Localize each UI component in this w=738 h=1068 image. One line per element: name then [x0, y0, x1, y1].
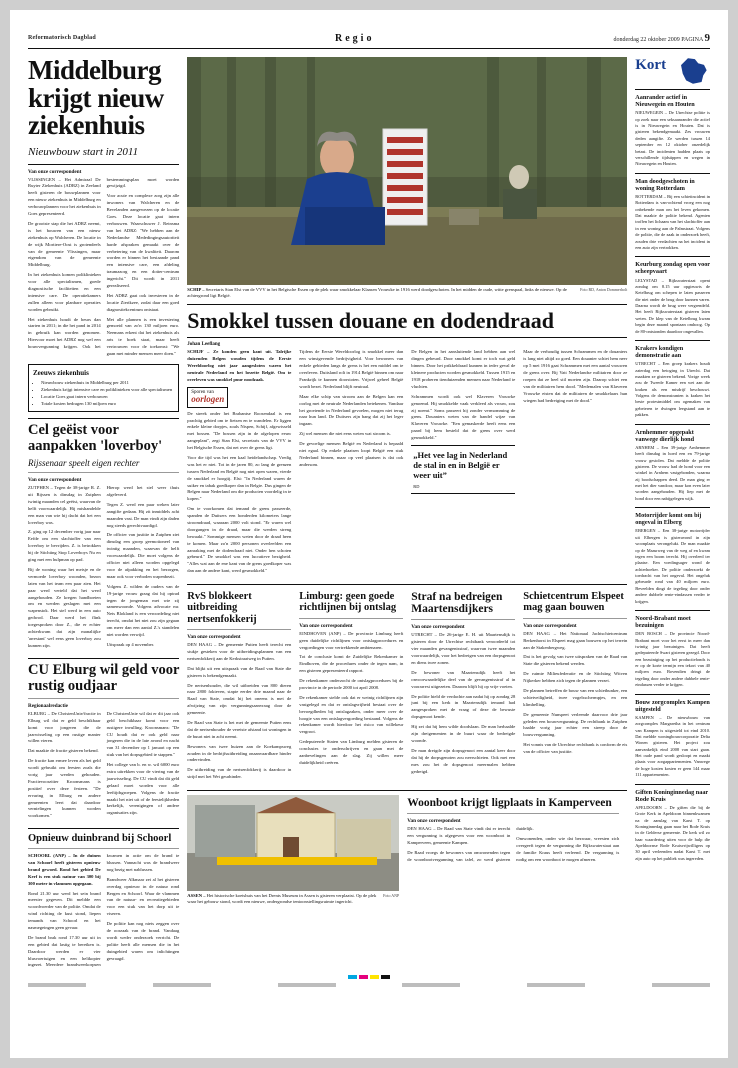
divider — [28, 698, 179, 699]
masthead-publication: Reformatorisch Dagblad — [28, 35, 96, 41]
woonboot-headline: Woonboot krijgt ligplaats in Kamperveen — [407, 797, 612, 810]
lead-byline: Van onze correspondent — [28, 168, 82, 175]
assen-photo-caption: Foto ANP ASSEN – Het historische koetshuis van het Drents Museum in Assen is gisteren verplaatst. Op de plek waar het gebouw stond, wordt een nieuwe, ondergrondse tentoonstellingsruimte ingericht. — [187, 893, 400, 905]
straf-headline: Straf na bedreigen Maartensdijkers — [411, 591, 503, 616]
assen-photo — [187, 795, 399, 891]
feature-photo-illustration — [187, 57, 627, 285]
limburg-article: Limburg: geen goede richtlijnen bij ontslag Van onze correspondent EINDHOVEN (ANP) – De provincie Limburg heeft geen duidelijke richtlijnen voor ontslagprocedures en vergoedingen voor vertrekkende ambtenaren. Tot de conclusie komt de Zuidelijke Rekenkamer in Eindhoven, die de procedures onder de tegen nam, in een gisteren gepresenteerd rapport. De rekenkamer onderzocht de ontslagprocedures bij de provincie in de periode 2000 tot april 2008. De rekenkamer stelde ook dat er weinig richtlijnen zijn vastgelegd en dat er ontslagvrijheid bestaat over de bevoegdheden bij ontslagzaken, onder meer over de hoogte van een ontslagvergoeding bestaand. Volgens de rekenkamer wordt hierdoor het risico van willekeur vergroot. Gedeputeerde Staten van Limburg melden gisteren de conclusies te onderschrijven en gaan met de aanbevelingen aan de slag. Zij willen meer duidelijkheid creëren. — [299, 591, 404, 765]
registration-color-bars — [28, 975, 710, 979]
masthead — [28, 32, 710, 49]
lead-headline: Middelburg krijgt nieuw ziekenhuis — [28, 55, 164, 141]
cel-headline: Cel geëist voor aanpakken 'loverboy' — [28, 422, 163, 454]
kort-item: Arnhemmer opgepakt vanwege dierlijk hond ARNHEM – Een 39-jarige Arnhemmer heeft dinsdag in hoed een en 79-jarige vrouw gestolen. Dat meldde de politie gisteren. De vrouw had de hond voor een winkel in Arnhem vastgebonden, waarna zij boodschappen deed. De man ging er met het dier vandoor, maar kon even later worden aangehouden. Hij liep met de hond door een nabijgelegen wijk. — [635, 428, 710, 501]
zeeuws-ziekenhuis-box — [28, 364, 179, 413]
divider — [28, 472, 179, 473]
kort-item: Man doodgeschoten in woning Rotterdam ROTTERDAM – Bij een schietincident in Rotterdam is van-ochtend vroeg een nog onbekende man om het leven gekomen. Dat maakte de politie bekend. Agenten troffen het lichaam van het slachtoffer aan in een woning aan de Palmstraat. Volgens de politie, die de zaak in onderzoek heeft, zouden drie verdachten na het incident in een auto zijn vertrokken. — [635, 177, 710, 250]
list-item: • Totale kosten bedragen 130 miljoen euro — [41, 401, 174, 408]
list-item: • Nieuwbouw ziekenhuis in Middelburg per 2011 — [41, 380, 174, 387]
cu-elburg-headline: CU Elburg wil geld voor rustig oudjaar — [28, 662, 180, 694]
limburg-headline: Limburg: geen goede richtlijnen bij ontslag — [299, 591, 397, 614]
pullquote: „Het vee lag in Nederland de stal in en in België er weer uit” RD — [411, 445, 515, 494]
straf-article: Straf na bedreigen Maartensdijkers Van onze correspondent UTRECHT – De 26-jarige E. H. uit Maartensdijk is gisteren door de Utrechtse rechtbank veroordeeld tot vier maanden gevangenisstraf, waarvan twee maanden voorwaardelijk, voor het bedreigen van een dorpsgenoot en diens twee zonen. De bewoner van Maartensdijk heeft het onvoorwaardelijke deel van de gevangenisstraf al in voorarrest uitgezeten. Daarom blijft hij op vrije voeten. De politie hield de verdachte aan nadat hij op zondag 28 juni bij een kerk in Maartensdijk iemand had aangesproken met de vraag of deze de bewuste dopsgenoot kende. Hij zei dat hij hem wilde doodslaan. De man herhaalde zijn dreigementen in de buurt waar de bedreigde woonde. De man dreigde zijn dorpsgenoot een aantal keer door dat hij de dorpsgenoten zou neerschieten. Ook met een mes zou het de dopsgenoot meermalen hebben gedreigd. — [411, 591, 516, 774]
kort-item: Keurburg zondag open voor scheepvaart LELYSTAD – Rijkswaterstaat opent zondag om 8.15 uur opgieuwts de Ketelbrug om schepen te laten passeren die niet onder de brug door kunnen varen. Daarna wordt de brug weer vergrendeld. Het heeft Rijkswaterstaat gisteren laten weten. De klep van de Ketelbrug kwam begin deze maand spontaan omhoog. Op de 80-ontstonden daardoor ongevallen. — [635, 261, 710, 334]
list-item: • Locatie Goes gaat intern verbouwen — [41, 394, 174, 401]
left-column — [28, 57, 179, 969]
masthead-date: donderdag 22 oktober 2009 PAGINA 9 — [613, 32, 710, 44]
woonboot-article: Woonboot krijgt ligplaats in Kamperveen Van onze correspondent DEN HAAG – De Raad van State vindt dat er terecht een vergunning is afgegeven voor een woonboot in Kamperveen, gemeente Kampen. De Raad vroegs de bewoners van omwonenden tegen de woonbootvergunning van tafel, zo werd gisteren duidelijk. Omwonenden, onder wie dat bezwaar, vreesten zich overgeeft tegen de vergunning die Rijkswaterstaat aan de familie Kraus heeft verleend. De vergunning is nodig om een woonboot te mogen afmeren. — [407, 797, 620, 862]
list-item: • Ziekenhuis krijgt intensive care en poliklinieken voor alle specialismen — [41, 387, 174, 394]
middle-column: Foto RD, Anton Dommerholt SCHIP – Secretaris Stan Elst van de VVV in het Belgische Essen op de plek waar smokkelaar Klaasen Vrouwke in 1916 werd doodgeschoten. In het midden de oude, witte grenspaal, links de nieuwe. Op de achtergrond ligt België. Smokkel tussen douane en dodendraad Johan Leeflang SCHIJF – Ze konden geen kant uit. Talrijke duizenden Belgen wouden tijdens de Eerste Wereldoorlog niet jaar aangesloten waren het neutrale Nederland en het bezette België. Om te overleven was smokkel puur noodzaak. Sporen van oorlogen De streek onder het Brabantse Roosendaal is een prachtig gebied om te fietsen en te wandelen. Er liggen enkele kleine dorpjes, zoals Nispen, Schijf, afgewisseld met bossen. "De bossen zijn in de afgelopen eeuw aangeplant", zegt Stan Elst, secretaris van de VVV in het Belgische Essen, dat net over de grens ligt. Voor die tijd was het een kaal heidelandschap. Vredig was het er niet. Tot in de jaren 80, zo lang de grenzen tussen Nederland en België nog niet open waren, vierde de smokkel er hoogtij. Elst: "In Nederland waren de suiker en tabak goedkoper dan in Belgie. Dus gingen de Belgen naar Nederland om die producten voordelig in te kopen." Om te voorkomen dat iemand de grens passeerde, spanden de Duitsers een honderden kilometers lange stroomdraad, waaraan 2000 volt stond. "Er waren wel doorgangen in de draad, maar die werden streng bewaakt." Sommige mensen weten door de draad heen te komen. Maar zo'n 2000 personen overleefden een aanraking met de dodendraad niet. Onder hen schoten gebeurd." De smokkel was een lucratieve bezigheid. "Alles wat aan de ene kant van de grens goedkoper was dan aan de andere kant, werd gesmokkeld." Tijdens de Eerste Wereldoorlog is smokkel meer dan een winstgevende bedrijvigheid. Voor bewoners van enkele gebieden langs de grens is het een middel om te overleven. Duitsland rolt in 1914 België binnen om naar Frankrijk te kunnen doorstoten. Vrijwel geheel België wordt bezet. Nederland blijft neutraal. Maar elke schip van stroom aan de Belgen kan een oorlog met de neutrale Nederlanden betekenen. Vandaar het groeiende in Nederland gevoelen, mogen niet terug naar hun land. De Duitsers zijn bang dat zij het leger ingaan. Zij wel mensen die niet eens weten wat stroom is. De gevoelige mensen België en Nederland is bepaald niet egaal. Op enkele plaatsen loopt België een stuk Nederland binnen, maar op veel plaatsen is dat ook andersom. De Belgen in het aansluitende land hebben aan wel dingen gebeurd. Door smokkel komt er toch wat geld binnen. Door het prikkeldraad kunnen in ieder geval de kleinere producten worden gesmokkeld. Tussen 1915 en 1918 proberen tienduizenden mensen naar Nederland te vluchten. Schrammen wordt ook wel Klaveren Vrouwke genoemd. Hij smokkelde vaak verkleed als vrouw, zou zij noemt." Soms passeert hij zonder vermomming de grens. Douaniers weten van de handel wijze van Klaveren Vrouwke. "Een gemaskerde heeft eens een paard bij hem besteld dat de grens over werd gesmokkeld." „Het vee lag in Nederland de stal in en in België er weer uit” RD Maar de verhoudig tussen Schrammen en de douaniers is lang niet altijd zo goed. Een douanier schiet hem neer op 5 mei 1916 gaat Schrammen met een aantal vrouwen de grens over. Bij Vatt Nederlandse militairen door ze roepen dat ze heel stil moeten zijn. Daarop schiet een van de militairen hem dood. "Medemalen van Klaveren Vrouwke eisten dat de militairen de smokkelaars hun wiegen had bedreiging met de dood." RvS blokkeert uitbreiding nertsenfokkerij Van onze correspondent DEN HAAG – De gemeente Putten heeft terecht een stukje gesteken voor de uitbreidingsplannen van een nertsenfokkerij aan de Kerkstraatweg in Putten. Dat blijkt uit een uitspraak van de Raad van State die gisteren is bekendgemaakt. De nertsenhouder, die wil uitbreiden van 800 dieren naar 2800 fokteven, stapte eerder drie maand naar de Raad van State, omdat hij het oneens is met de afwijzing van zijn vergunningsaanvraag door de gemeente. De Raad van State is het met de gemeente Putten eens dat de nertsenhouder de vereiste afstand tot woningen in de buurt niet in acht neemt. Bewoners van twee huizen aan de Koekampsweg zouden in de bedrijfsuitbreiding onaanvaardbare hinder ondervinden. De uitbreiding van de nertsenfokkerij is daardoor in strijd met het Wet geurhinder. Limburg: geen goede richtlijnen bij ontslag Van onze correspondent EINDHOVEN (ANP) – De provincie Limburg heeft geen duidelijke richtlijnen voor ontslagprocedures en vergoedingen voor vertrekkende ambtenaren. Tot de conclusie komt de Zuidelijke Rekenkamer in Eindhoven, die de procedures onder de tegen nam, in een gisteren gepresenteerd rapport. De rekenkamer onderzocht de ontslagprocedures bij de provincie in de periode 2000 tot april 2008. De rekenkamer stelde ook dat er weinig richtlijnen zijn vastgelegd en dat er ontslagvrijheid bestaat over de bevoegdheden bij ontslagzaken, onder meer over de hoogte van een ontslagvergoeding bestaand. Volgens de rekenkamer wordt hierdoor het risico van willekeur vergroot. Gedeputeerde Staten van Limburg melden gisteren de conclusies te onderschrijven en gaan met de aanbevelingen aan de slag. Zij willen meer duidelijkheid creëren. Straf na bedreigen Maartensdijkers Van onze correspondent UTRECHT – De 26-jarige E. H. uit Maartensdijk is gisteren door de Utrechtse rechtbank veroordeeld tot vier maanden gevangenisstraf, waarvan twee maanden voorwaardelijk, voor het bedreigen van een dorpsgenoot en diens twee zonen. De bewoner van Maartensdijk heeft het onvoorwaardelijke deel van de gevangenisstraf al in voorarrest uitgezeten. Daarom blijft hij op vrije voeten. De politie hield de verdachte aan nadat hij op zondag 28 juni bij een kerk in Maartensdijk iemand had aangesproken met de vraag of deze de bewuste dopsgenoot kende. Hij zei dat hij hem wilde doodslaan. De man herhaalde zijn dreigementen in de buurt waar de bedreigde woonde. De man dreigde zijn dorpsgenoot een aantal keer door dat hij de dorpsgenoten zou neerschieten. Ook met een mes zou het de dopsgenoot meermalen hebben gedreigd. Schietcentrum Elspeet mag gaan bouwen Van onze correspondent DEN HAAG – Het Nationaal Jachtschietcentrum Berkenhorst in Elspeet mag gaan bouwen op het terrein aan de Stakenbergweg. Dat is het gevolg van twee uitspraken van de Raad van State die gisteren bekend werden. De ruimte Milieufederatie en de Stichting Witven Nijkerker hebben zich tegen de plannen verzet. De plannen betreffen de bouw van een schietbunker, een schietveiligheid, twee vogelsschermpjes, en een klimhelling. De gemeente Nunspeet verleende daarvoor drie jaar geleden een bouwvergunning. De rechtbank in Zutphen haalde vorig jaar echter een streep door de bouwvergunning. Het vonnis van de Utrechtse rechtbank is conform de eis van de officier van justitie. Foto ANP ASSEN – Het historische koetshuis van het Drents Museum in Assen is gisteren verplaatst. Op de plek waar het gebouw stond, wordt een nieuwe, ondergrondse tentoonstellingsruimte ingericht. Woonboot krijgt ligplaats in Kamperveen Van onze correspondent DEN HAAG – De Raad van State vindt dat er terecht een vergunning is afgegeven voor een woonboot in Kamperveen, gemeente Kampen. De Raad vroegs de bewoners van omwonenden tegen de woonbootvergunning van tafel, zo werd gisteren duidelijk. Omwonenden, onder wie dat bezwaar, vreesten zich overgeeft tegen de vergunning die Rijkswaterstaat aan de familie Kraus heeft verleend. De vergunning is nodig om een woonboot te mogen afmeren. — [187, 57, 627, 969]
duinbrand-body: SCHOORL (ANP) – In de duinen van Schoorl heeft gisteren opnieuw brand gewoed. Rond het gebied De Kerf is een stuk natuur van 300 bij 300 meter in vlammen opgegaan. Rond 21.30 uur werd het sein brand meester gegeven. Dit meldde een woordvoerder van de politie. Omdat de wind richting de kust stond, liepen iemands van Schoorl en het nasmegeingen geen gevaar. De brand brak rond 17.30 uur uit in een gebied dat lastig te bereiken is. Daardoor werden er vier blusvoertuigen en een helikopter ingezet. Meerdere brandweerkorpsen kwamen in actie om de brand te blussen. Vannacht was de brandweer nog bezig met nablussen. Brandweer Alkmaar zei al het gisteren overdag opnieuw in de natuur rond Bergen en Schoorl. Waar de vlammen van de natuur- en recreatiegebieden voor een stuk van het dorp uit te viseren. De politie kan nog niets zeggen over de oorzaak van de brand. Vandaag wordt weder onderzoek verricht. De politie heeft alle mensen die in het duingebied waren om inlichtingen gevraagd. — [28, 853, 180, 968]
divider — [187, 790, 627, 791]
cel-byline: Van onze correspondent — [28, 477, 82, 484]
divider — [28, 164, 179, 165]
netherlands-map-icon — [676, 57, 710, 85]
duinbrand-headline: Opnieuw duinbrand bij Schoorl — [28, 832, 172, 844]
schiet-headline: Schietcentrum Elspeet mag gaan bouwen — [523, 591, 624, 614]
divider — [28, 848, 179, 849]
assen-photo-block — [187, 795, 399, 905]
kort-item: Aanrander actief in Nieuwegein en Houten NIEUWEGEIN – De Utrechtse politie is op zoek naar een seksaanrander die actief is in Nieuwegein en Houten. Dat is gisteren bekendgemaakt. Zes vrouwen deden aangifte. Ze werden tussen 14 september en 12 oktober onzedelijk betast. De incidenten hadden plaats op verschillende tijdstippen en wegen in Nieuwegein en Houten. — [635, 94, 710, 167]
divider — [187, 304, 627, 305]
kort-item: Bouw zorgcomplex Kampen uitgesteld KAMPEN – De nieuwbouw van zorgcomplex Margaretha in het centrum van Kampen is uitgesteld tot eind 2010. Dat meldde woningbouwcorporatie Delta Wonen gisteren. Het project zou aanvankelijk eind 2008 van start gaan. Het oude pand wordt gesloopt en maakt plaats voor zorgappartementen. Vanwege de hoge kosten kosten er geen 144 maar 111 appartementen. — [635, 698, 710, 778]
kort-item: Motorrijder komt om bij ongeval in Elberg EBERGEN – Een 38-jarige motorrijder uit Elbergen is gisteravond in zijn woonplaats verongelukt. De man maakte op de Maasrweg van de weg af en kwam tegen een boom terecht. Hij overleed ter plaatse. Een voedingsager wond de achterhoeker. De politie onderzoekt de toedracht van het ongeval. Het ongeluk gebeurde rond van 40 miljoen euro. Beveelden dingt de tegeling door onder andere dubbele rente-eindassen verder te krijgen. — [635, 512, 710, 604]
schiet-article: Schietcentrum Elspeet mag gaan bouwen Van onze correspondent DEN HAAG – Het Nationaal Jachtschietcentrum Berkenhorst in Elspeet mag gaan bouwen op het terrein aan de Stakenbergweg. Dat is het gevolg van twee uitspraken van de Raad van State die gisteren bekend werden. De ruimte Milieufederatie en de Stichting Witven Nijkerker hebben zich tegen de plannen verzet. De plannen betreffen de bouw van een schietbunker, een schietveiligheid, twee vogelsschermpjes, en een klimhelling. De gemeente Nunspeet verleende daarvoor drie jaar geleden een bouwvergunning. De rechtbank in Zutphen haalde vorig jaar echter een streep door de bouwvergunning. Het vonnis van de Utrechtse rechtbank is conform de eis van de officier van justitie. — [523, 591, 628, 755]
divider — [187, 337, 627, 338]
box-list — [33, 380, 174, 408]
pullquote-source: RD — [413, 483, 420, 489]
rvs-article: RvS blokkeert uitbreiding nertsenfokkerij Van onze correspondent DEN HAAG – De gemeente Putten heeft terecht een stukje gesteken voor de uitbreidingsplannen van een nertsenfokkerij aan de Kerkstraatweg in Putten. Dat blijkt uit een uitspraak van de Raad van State die gisteren is bekendgemaakt. De nertsenhouder, die wil uitbreiden van 800 dieren naar 2800 fokteven, stapte eerder drie maand naar de Raad van State, omdat hij het oneens is met de afwijzing van zijn vergunningsaanvraag door de gemeente. De Raad van State is het met de gemeente Putten eens dat de nertsenhouder de vereiste afstand tot woningen in de buurt niet in acht neemt. Bewoners van twee huizen aan de Koekampsweg zouden in de bedrijfsuitbreiding onaanvaardbare hinder ondervinden. De uitbreiding van de nertsenfokkerij is daardoor in strijd met het Wet geurhinder. — [187, 591, 292, 780]
kort-header — [635, 57, 710, 85]
feature-author: Johan Leeflang — [187, 342, 221, 348]
cu-elburg-byline: Regionaalredactie — [28, 702, 68, 709]
divider — [28, 828, 179, 829]
masthead-section: Regio — [335, 32, 375, 44]
cel-body: ZUTPHEN – Tegen de 38-jarige R. Z. uit Rijssen is dinsdag in Zutphen twintig maanden cel geëist, waarvan de helft voorwaardelijk. Hij mishandelde een man van wie hij dacht dat het een loverboy was. Z. ging op 12 december vorig jaar naar Eefde om een slachtoffer van een loverboy te bevrijden. Z. is betrokken bij de Stichting Stop Loverboys Nu en ging met een hulpman op pad. Bij de woning waar het meisje en de vermoede loverboy woonden, bezon laten van het team een paar zien. Het paar werd verteld dat het werd aangehouden. Ze kregen handboeien om en werden geslagen met een wapenstok. Het stel werd in een auto gedwod. Daar werd het flink toegesproken door Z., die er echter achterkwam dat zijn manaliijke 'arrestant' wel eens geen loverboy zou kunnen zijn. Hierop werd het stel weer thuis afgeleverd. Tegen Z. werd een paar weken later aangifte gedaan. Hij zit inmiddels acht maanden vast. De man vindt zijn daden nog steeds gerechtvaardigd. De officier van justitie in Zutphen ziet dinsdag een groep geemotioneel van twintig maanden, waarvan de helft voorwaardelijk. Die moet volgens de officier niet alleen worden opgelegd voor de afpakking en het bezorgen, maar ook voor verboden wapenbezit. Volgens Z. wilden de ouders van de 19-jarige vrouw graag dat hij optrad tegen de jongeman met wie zij samenwoonde. Volgens advocate mr. Neis Blokland is een veroordeling niet terecht, omdat het niet zou zijn gegaan om meer dan een aantal Z.'s standelen niet worden verwijd. Uitspraak op 4 november. — [28, 485, 180, 648]
kort-rail — [635, 57, 710, 969]
cel-kicker: Rijssenaar speelt eigen rechter — [28, 458, 140, 469]
kort-item: Noord-Brabant moet bezuinigen DEN BOSCH – De provincie Noord-Brabant moet voor het eerst in meer dan twintig jaar bezuinigen. Dat heeft gedeputeerde Swart gisteren gezegd. Door een bezuiniging op het productiefonds is er op de korte termijn een tekort van 40 miljoen euro. Bovendien dringt de tegeling door onder andere dubbele rente-eindassen verder te krijgen. — [635, 614, 710, 688]
rvs-headline: RvS blokkeert uitbreiding nertsenfokkerij — [187, 591, 257, 625]
divider — [28, 658, 179, 659]
kort-item: Krakers kondigen demonstratie aan UTRECHT – Een groep krakers houdt zaterdag een betoging in Utrecht. Dat maakten ze gisteren bekend. Vorige week zou de Tweede Kamer een wet aan die kraken als een misdrijf beschouwt. Volgens de demonstranten is kraken het beste protestmiddel om ogemaken van gebeieren te dwingen leegstand aan te pakken. — [635, 344, 710, 418]
page-number: 9 — [704, 32, 710, 44]
lead-body: VLISSINGEN – Het Admiraal De Ruyter Ziekenhuis (ADRZ) in Zeeland heeft gisteren de bouwplannen voor een nieuw ziekenhuis in Middelburg en verbouwplannen voor het ziekenhuis in Goes gepresenteerd. De grootste stap die het ADRZ neemt, is het bouwen van een nieuw ziekenhuis op Walcheren. De locatie in de wijk Mortiere-Oost is grotendeels van de gemeente Vlissingen, maar eigendom van de gemeente Middelburg. In het ziekenhuis komen poliklinieken voor alle specialismen, goede diagnostische faciliteiten en een intensive care. De operatiekamers zullen alleen voor planbare operaties worden gebruikt. Het ziekenhuis houdt de beurs dan starten in 2011; in die het pand in 2014 in gebruik kan worden genomen. Hiervoor moet het ADRZ nog wel een bouwvergunning krijgen. Ook het bestemmingsplan moet worden gewijzigd. Voor acute en complexe zorg zijn alle inwoners van Walcheren en de Bevelanden aangewezen op de locatie Goes. Deze locatie gaat intern verbouwen. Waarschuwer J. Reinsma van het ADRZ: "We hebben aan de Nederlandse Mededingingsautoriteit harde afspraken gemaakt over de verbetering van de kwaliteit. Daarom worden er binnen het bestaande pand een intensive care, een afdeling traumazorg en een dotter-centrum ingericht." Dit wordt in 2011 gerealiseerd. Het ADRZ gaat ook investeren in de locatie Zierikzee, zodat daar een goed diagnostiekcentrum ontstaat. Met alle plannen is een investering gemoeid van zo'n 130 miljoen euro. Neemans erkent dat het ziekenhuis als arts te boek staat, maar heeft vertrouwen voor de toekomst: "We gaan met minder mensen meer doen." — [28, 176, 180, 356]
feature-photo-caption: Foto RD, Anton Dommerholt SCHIP – Secretaris Stan Elst van de VVV in het Belgische Essen op de plek waar smokkelaar Klaasen Vrouwke in 1916 werd doodgeschoten. In het midden de oude, witte grenspaal, links de nieuwe. Op de achtergrond ligt België. — [187, 287, 628, 299]
kort-title: Kort — [635, 57, 667, 73]
photo-credit: Foto RD, Anton Dommerholt — [580, 287, 628, 292]
divider — [28, 418, 179, 419]
box-title: Zeeuws ziekenhuis — [33, 368, 89, 377]
newspaper-page — [10, 10, 728, 1058]
photo-credit: Foto ANP — [383, 893, 400, 899]
feature-headline: Smokkel tussen douane en dodendraad — [187, 308, 555, 334]
divider — [187, 584, 627, 585]
feature-intro: SCHIJF – Ze konden geen kant uit. Talrijke duizenden Belgen wouden tijdens de Eerste Wereldoorlog niet jaar aangesloten waren het neutrale Nederland en het bezette België. Om te overleven was smokkel puur noodzaak. — [187, 349, 292, 383]
series-logo: Sporen van oorlogen — [187, 387, 228, 408]
registration-marks — [28, 983, 710, 987]
lead-subtitle: Nieuwbouw start in 2011 — [28, 145, 139, 158]
feature-photo — [187, 57, 627, 285]
cu-elburg-body: ELBURG – De ChristenUnie/fractie in Elburg wil dat er geld beschikbaar komt voor jongeren die de jaarwisseling op een rustige manier willen vieren. Dat maakte de fractie gisteren bekend. De fractie kan ermee leven als het geld wordt gebruikt om feesten zoals die vorig jaar werden gehouden. Fractievoorzitter Kroonsmans is positief over deze festeen. "De ervaring in Elburg en andere gemeenten leert dat daardoor vernielingen kunnen worden voorkomen." De ChristenUnie wil dat er dit jaar ook geld beschikbaar komt voor een rustigere invulling. Kroonsmans: "De CU houdt dat er ook geld naar jongeren die in de late avond en nacht van 31 december op 1 januari op een stuk van het dorpsgebied te stappen." Het college van b. en w. wil 6000 euro extra uitrekken voor de viering van de jaarwisseling. De CU vindt dat dit geld gelaad moet worden voor alle leeftijdsgroepen. Volgens de fractie maakt het niet uit of de feestelijkheden kerkelijk, verenigingen of andere organisaties zijn. — [28, 710, 180, 819]
kort-item: Giften Koninginnedag naar Rode Kruis APELDOORN – De giften die bij de Grote Kerk in Apeldoorn binnenkwamen na de aanslag van Karst T. op Koninginnedag gaan naar het Rode Kruis in de Gelderse gemeente. De kerk wil zo haar waardering uiten voor de hulp die Apeldoornse Rode Kruisvrijwilligers op 30 april verleenden nadat Karst T. met zijn auto op het publiek was ingereden. — [635, 788, 710, 861]
assen-photo-illustration — [187, 795, 399, 891]
